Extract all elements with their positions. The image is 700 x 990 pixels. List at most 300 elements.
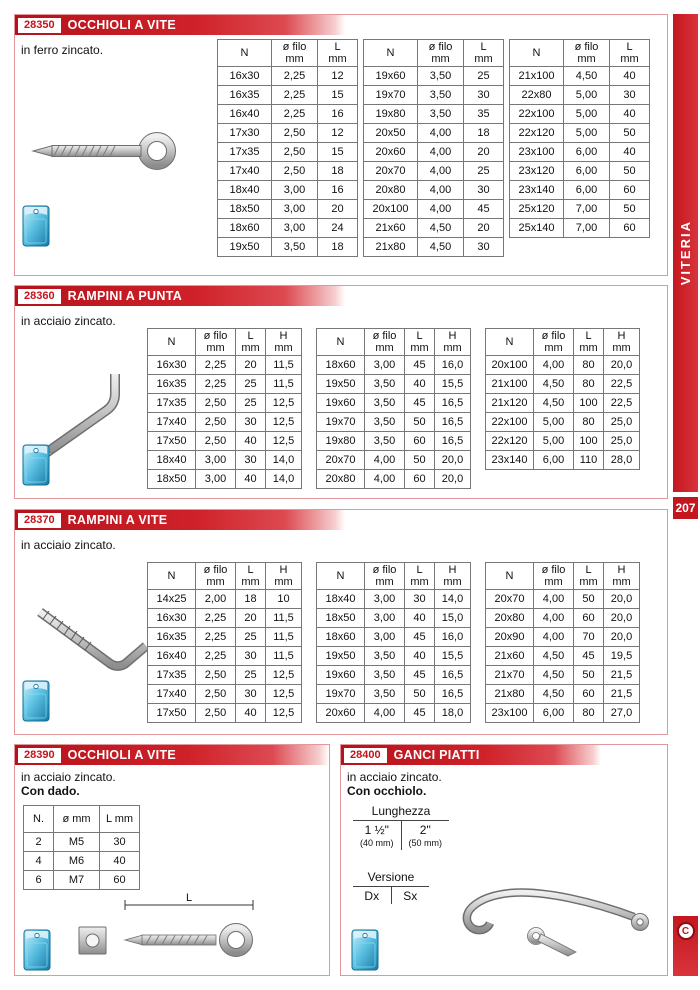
table-row (24, 871, 140, 890)
table-cell: 60 (610, 181, 650, 200)
table-cell: 4,00 (534, 590, 574, 609)
table-row (364, 200, 504, 219)
table-cell: 14,0 (266, 470, 302, 489)
table-cell: 22x80 (510, 86, 564, 105)
table-cell: 40 (405, 375, 435, 394)
table-row (317, 685, 471, 704)
table-cell: 17x50 (148, 432, 196, 451)
length-option: 2" (419, 823, 431, 837)
table-cell: 22x100 (510, 105, 564, 124)
spec-tables (147, 328, 640, 489)
table-cell: 45 (574, 647, 604, 666)
version-header: Versione (353, 869, 429, 887)
table-row (364, 86, 504, 105)
table-row (218, 67, 358, 86)
table-cell: 15 (318, 86, 358, 105)
table-row (148, 413, 302, 432)
table-row (510, 143, 650, 162)
column-header: N (148, 563, 196, 590)
table-row (486, 375, 640, 394)
table-row (364, 124, 504, 143)
table-cell: 50 (574, 666, 604, 685)
table-cell: 22,5 (604, 375, 640, 394)
table-cell: 17x30 (218, 124, 272, 143)
table-cell: 6,00 (534, 704, 574, 723)
spec-table-wrap (23, 805, 140, 890)
column-header: N (317, 329, 365, 356)
table-cell: 18 (318, 238, 358, 257)
column-header: N (218, 40, 272, 67)
table-row (510, 105, 650, 124)
table-cell: 19x70 (317, 413, 365, 432)
spec-table-wrap (147, 328, 302, 489)
table-row (148, 432, 302, 451)
table-cell: 3,00 (365, 609, 405, 628)
table-cell: 40 (405, 609, 435, 628)
spec-table-wrap (509, 39, 650, 238)
table-cell: 3,00 (365, 590, 405, 609)
spec-table (485, 328, 640, 470)
column-header: N (486, 563, 534, 590)
table-row (218, 124, 358, 143)
table-cell: 25x120 (510, 200, 564, 219)
table-cell: 2,50 (196, 704, 236, 723)
table-row (364, 181, 504, 200)
table-cell: 20,0 (604, 609, 640, 628)
column-header: L mm (236, 329, 266, 356)
table-cell: 28,0 (604, 451, 640, 470)
table-row (317, 470, 471, 489)
table-cell: M5 (54, 833, 100, 852)
table-cell: 80 (574, 356, 604, 375)
table-row (317, 375, 471, 394)
table-cell: 45 (405, 628, 435, 647)
table-cell: 20,0 (435, 470, 471, 489)
table-cell: 25,0 (604, 432, 640, 451)
table-cell: 19x70 (317, 685, 365, 704)
table-cell: 21,5 (604, 685, 640, 704)
table-cell: 18x40 (218, 181, 272, 200)
table-cell: 2,25 (272, 105, 318, 124)
spec-table (316, 328, 471, 489)
table-cell: 21,5 (604, 666, 640, 685)
table-cell: 5,00 (564, 105, 610, 124)
column-header: L mm (610, 40, 650, 67)
table-cell: 50 (405, 413, 435, 432)
section-note: Con dado. (21, 784, 80, 798)
table-cell: 2,25 (196, 628, 236, 647)
table-row (510, 86, 650, 105)
table-cell: 40 (236, 704, 266, 723)
section-title: RAMPINI A VITE (67, 513, 168, 527)
table-row (218, 238, 358, 257)
sidebar-category-strip (673, 14, 698, 492)
table-cell: 3,00 (365, 628, 405, 647)
table-cell: 21x80 (486, 685, 534, 704)
column-header: H mm (435, 563, 471, 590)
table-cell: 18 (464, 124, 504, 143)
version-option-table (353, 869, 429, 904)
table-cell: 14x25 (148, 590, 196, 609)
eye-bolt-with-nut-drawing (73, 891, 323, 971)
table-row (148, 628, 302, 647)
table-cell: 20x80 (364, 181, 418, 200)
table-cell: 19x50 (218, 238, 272, 257)
table-row (317, 647, 471, 666)
spec-table-wrap (316, 328, 471, 489)
screw-eye-drawing (29, 111, 189, 194)
table-cell: 19x60 (317, 394, 365, 413)
table-cell: 15,5 (435, 375, 471, 394)
table-cell: 6,00 (564, 162, 610, 181)
table-cell: 2,50 (272, 124, 318, 143)
table-cell: 3,00 (196, 451, 236, 470)
table-cell: 4,50 (534, 685, 574, 704)
table-cell: 3,00 (196, 470, 236, 489)
spec-table-wrap (316, 562, 471, 723)
spec-table-wrap (147, 562, 302, 723)
section-title: GANCI PIATTI (393, 748, 480, 762)
table-cell: 17x35 (218, 143, 272, 162)
table-row (148, 356, 302, 375)
table-cell: 4,50 (534, 375, 574, 394)
table-cell: 20x60 (364, 143, 418, 162)
table-row (317, 609, 471, 628)
table-cell: 23x140 (486, 451, 534, 470)
table-cell: 21x60 (486, 647, 534, 666)
table-row (24, 833, 140, 852)
table-cell: 20x70 (364, 162, 418, 181)
section-code: 28350 (18, 18, 61, 33)
table-row (148, 394, 302, 413)
table-row (486, 628, 640, 647)
table-cell: 2,25 (196, 647, 236, 666)
table-cell: 12,5 (266, 432, 302, 451)
table-cell: 45 (405, 704, 435, 723)
table-cell: 4,00 (418, 200, 464, 219)
spec-table (363, 39, 504, 257)
table-cell: 60 (405, 470, 435, 489)
table-cell: 23x140 (510, 181, 564, 200)
table-cell: 12,5 (266, 413, 302, 432)
table-cell: 2,50 (196, 413, 236, 432)
table-cell: 4,00 (418, 162, 464, 181)
blister-pack-icon (22, 444, 50, 491)
column-header: H mm (266, 329, 302, 356)
table-cell: 2,25 (272, 86, 318, 105)
section-header (15, 286, 345, 306)
table-cell: 40 (100, 852, 140, 871)
table-cell: 4,00 (365, 470, 405, 489)
table-cell: 17x40 (218, 162, 272, 181)
table-row (218, 143, 358, 162)
version-option: Sx (403, 889, 418, 903)
section-28400 (340, 744, 668, 976)
section-28350 (14, 14, 668, 276)
column-header: L mm (405, 563, 435, 590)
column-header: ø filo mm (272, 40, 318, 67)
length-option: 1 ½" (353, 821, 402, 838)
section-28390 (14, 744, 330, 976)
table-cell: 16,5 (435, 413, 471, 432)
table-cell: 17x40 (148, 413, 196, 432)
column-header: ø filo mm (365, 563, 405, 590)
column-header: L mm (318, 40, 358, 67)
table-cell: 17x50 (148, 704, 196, 723)
brand-logo (673, 916, 698, 976)
table-cell: 50 (405, 451, 435, 470)
version-option: Dx (353, 887, 392, 904)
column-header: L mm (464, 40, 504, 67)
spec-tables (147, 562, 640, 723)
table-row (486, 609, 640, 628)
spec-table (509, 39, 650, 238)
table-row (317, 356, 471, 375)
length-option-mm: (50 mm) (408, 838, 442, 848)
table-cell: 21x120 (486, 394, 534, 413)
table-cell: 60 (574, 609, 604, 628)
table-cell: 18 (236, 590, 266, 609)
table-cell: 27,0 (604, 704, 640, 723)
spec-table (316, 562, 471, 723)
table-cell: 3,00 (272, 219, 318, 238)
table-cell: 20,0 (435, 451, 471, 470)
table-cell: 2,50 (196, 432, 236, 451)
table-cell: M6 (54, 852, 100, 871)
table-row (317, 628, 471, 647)
table-row (148, 470, 302, 489)
table-cell: 16x40 (218, 105, 272, 124)
table-cell: 30 (610, 86, 650, 105)
table-cell: 19x80 (364, 105, 418, 124)
table-cell: 16,5 (435, 685, 471, 704)
table-cell: 19x50 (317, 375, 365, 394)
table-cell: 11,5 (266, 628, 302, 647)
table-cell: 20x60 (317, 704, 365, 723)
table-cell: 16x30 (148, 609, 196, 628)
spec-table-wrap (217, 39, 358, 257)
table-cell: 4,00 (418, 124, 464, 143)
table-row (510, 162, 650, 181)
table-cell: 7,00 (564, 219, 610, 238)
table-cell: 20x50 (364, 124, 418, 143)
table-cell: 3,50 (365, 685, 405, 704)
table-row (510, 67, 650, 86)
table-cell: 2,50 (272, 162, 318, 181)
table-cell: 30 (236, 685, 266, 704)
table-cell: 4,50 (418, 238, 464, 257)
table-cell: 24 (318, 219, 358, 238)
table-cell: 4,00 (534, 609, 574, 628)
table-cell: 14,0 (266, 451, 302, 470)
column-header: N (486, 329, 534, 356)
table-cell: 3,50 (418, 86, 464, 105)
blister-pack-icon (351, 929, 379, 976)
table-cell: 16,5 (435, 432, 471, 451)
table-cell: 30 (100, 833, 140, 852)
table-cell: 12,5 (266, 666, 302, 685)
table-cell: 40 (405, 647, 435, 666)
table-cell: 2,25 (196, 375, 236, 394)
length-option-mm: (40 mm) (353, 838, 402, 850)
table-row (148, 704, 302, 723)
table-cell: 16x30 (218, 67, 272, 86)
table-row (317, 704, 471, 723)
table-row (218, 181, 358, 200)
table-cell: 7,00 (564, 200, 610, 219)
column-header: H mm (604, 563, 640, 590)
section-header (15, 745, 329, 765)
table-cell: 16,0 (435, 356, 471, 375)
section-header (341, 745, 601, 765)
table-cell: 20x100 (364, 200, 418, 219)
table-row (486, 413, 640, 432)
column-header: ø filo mm (196, 563, 236, 590)
table-cell: 45 (405, 394, 435, 413)
table-cell: 20x90 (486, 628, 534, 647)
table-row (486, 590, 640, 609)
table-cell: 18x50 (218, 200, 272, 219)
column-header: ø filo mm (534, 329, 574, 356)
table-cell: 6 (24, 871, 54, 890)
table-cell: 45 (405, 356, 435, 375)
table-cell: 16x40 (148, 647, 196, 666)
table-cell: 20,0 (604, 628, 640, 647)
table-row (486, 704, 640, 723)
table-cell: 18,0 (435, 704, 471, 723)
table-cell: 20 (236, 609, 266, 628)
table-cell: 21x70 (486, 666, 534, 685)
table-cell: 70 (574, 628, 604, 647)
table-row (148, 685, 302, 704)
table-row (364, 162, 504, 181)
section-subtitle: in acciaio zincato. (21, 314, 116, 328)
table-cell: 23x120 (510, 162, 564, 181)
column-header: L mm (574, 563, 604, 590)
table-cell: 25x140 (510, 219, 564, 238)
spec-table (23, 805, 140, 890)
table-cell: 21x80 (364, 238, 418, 257)
table-cell: 15 (318, 143, 358, 162)
table-cell: 50 (610, 200, 650, 219)
table-cell: 5,00 (534, 413, 574, 432)
table-cell: 18x50 (148, 470, 196, 489)
column-header: ø filo mm (564, 40, 610, 67)
table-cell: 4,00 (365, 704, 405, 723)
table-row (364, 105, 504, 124)
section-code: 28370 (18, 513, 61, 528)
table-row (218, 86, 358, 105)
section-title: OCCHIOLI A VITE (67, 18, 177, 32)
table-cell: 2,00 (196, 590, 236, 609)
table-cell: 6,00 (564, 143, 610, 162)
table-cell: 22x120 (486, 432, 534, 451)
table-cell: M7 (54, 871, 100, 890)
table-cell: 20,0 (604, 590, 640, 609)
table-cell: 16x35 (218, 86, 272, 105)
table-cell: 12,5 (266, 704, 302, 723)
table-cell: 4,50 (534, 666, 574, 685)
table-row (510, 200, 650, 219)
table-cell: 2,50 (196, 685, 236, 704)
column-header: H mm (604, 329, 640, 356)
table-cell: 4,00 (365, 451, 405, 470)
table-cell: 3,00 (272, 181, 318, 200)
table-cell: 15,0 (435, 609, 471, 628)
section-code: 28390 (18, 748, 61, 763)
length-header: Lunghezza (353, 803, 449, 821)
table-cell: 21x100 (486, 375, 534, 394)
table-row (486, 647, 640, 666)
table-cell: 19x80 (317, 432, 365, 451)
table-cell: 40 (610, 67, 650, 86)
table-cell: 3,50 (365, 432, 405, 451)
section-title: OCCHIOLI A VITE (67, 748, 177, 762)
table-cell: 60 (405, 432, 435, 451)
spec-table-wrap (363, 39, 504, 257)
table-cell: 110 (574, 451, 604, 470)
table-cell: 16,0 (435, 628, 471, 647)
table-row (148, 375, 302, 394)
table-cell: 19x60 (317, 666, 365, 685)
table-cell: 30 (236, 413, 266, 432)
table-cell: 15,5 (435, 647, 471, 666)
table-row (317, 590, 471, 609)
table-cell: 2,25 (272, 67, 318, 86)
table-cell: 10 (266, 590, 302, 609)
table-cell: 12 (318, 67, 358, 86)
table-cell: 25 (464, 162, 504, 181)
table-cell: 6,00 (534, 451, 574, 470)
table-cell: 20 (236, 356, 266, 375)
table-row (317, 394, 471, 413)
table-row (317, 413, 471, 432)
table-cell: 16x35 (148, 375, 196, 394)
table-cell: 17x35 (148, 666, 196, 685)
table-cell: 50 (574, 590, 604, 609)
table-cell: 2,25 (196, 356, 236, 375)
table-row (364, 238, 504, 257)
table-cell: 80 (574, 704, 604, 723)
table-cell: 16 (318, 105, 358, 124)
column-header: ø mm (54, 806, 100, 833)
table-cell: 2,50 (272, 143, 318, 162)
table-cell: 40 (236, 432, 266, 451)
table-cell: 3,50 (272, 238, 318, 257)
table-row (486, 356, 640, 375)
table-cell: 25 (236, 666, 266, 685)
table-cell: 18x40 (148, 451, 196, 470)
table-cell: 25,0 (604, 413, 640, 432)
table-cell: 11,5 (266, 609, 302, 628)
column-header: N (317, 563, 365, 590)
dimension-label: L (185, 892, 193, 904)
table-cell: 17x35 (148, 394, 196, 413)
spec-table-wrap (485, 328, 640, 470)
brand-logo-icon (677, 922, 695, 940)
blister-pack-icon (22, 680, 50, 727)
column-header: N (364, 40, 418, 67)
table-cell: 30 (464, 86, 504, 105)
section-note: Con occhiolo. (347, 784, 427, 798)
spec-table (147, 562, 302, 723)
table-cell: 17x40 (148, 685, 196, 704)
table-row (317, 451, 471, 470)
table-cell: 4,50 (418, 219, 464, 238)
table-cell: 2,25 (196, 609, 236, 628)
section-subtitle: in acciaio zincato. (21, 770, 116, 784)
table-row (486, 685, 640, 704)
